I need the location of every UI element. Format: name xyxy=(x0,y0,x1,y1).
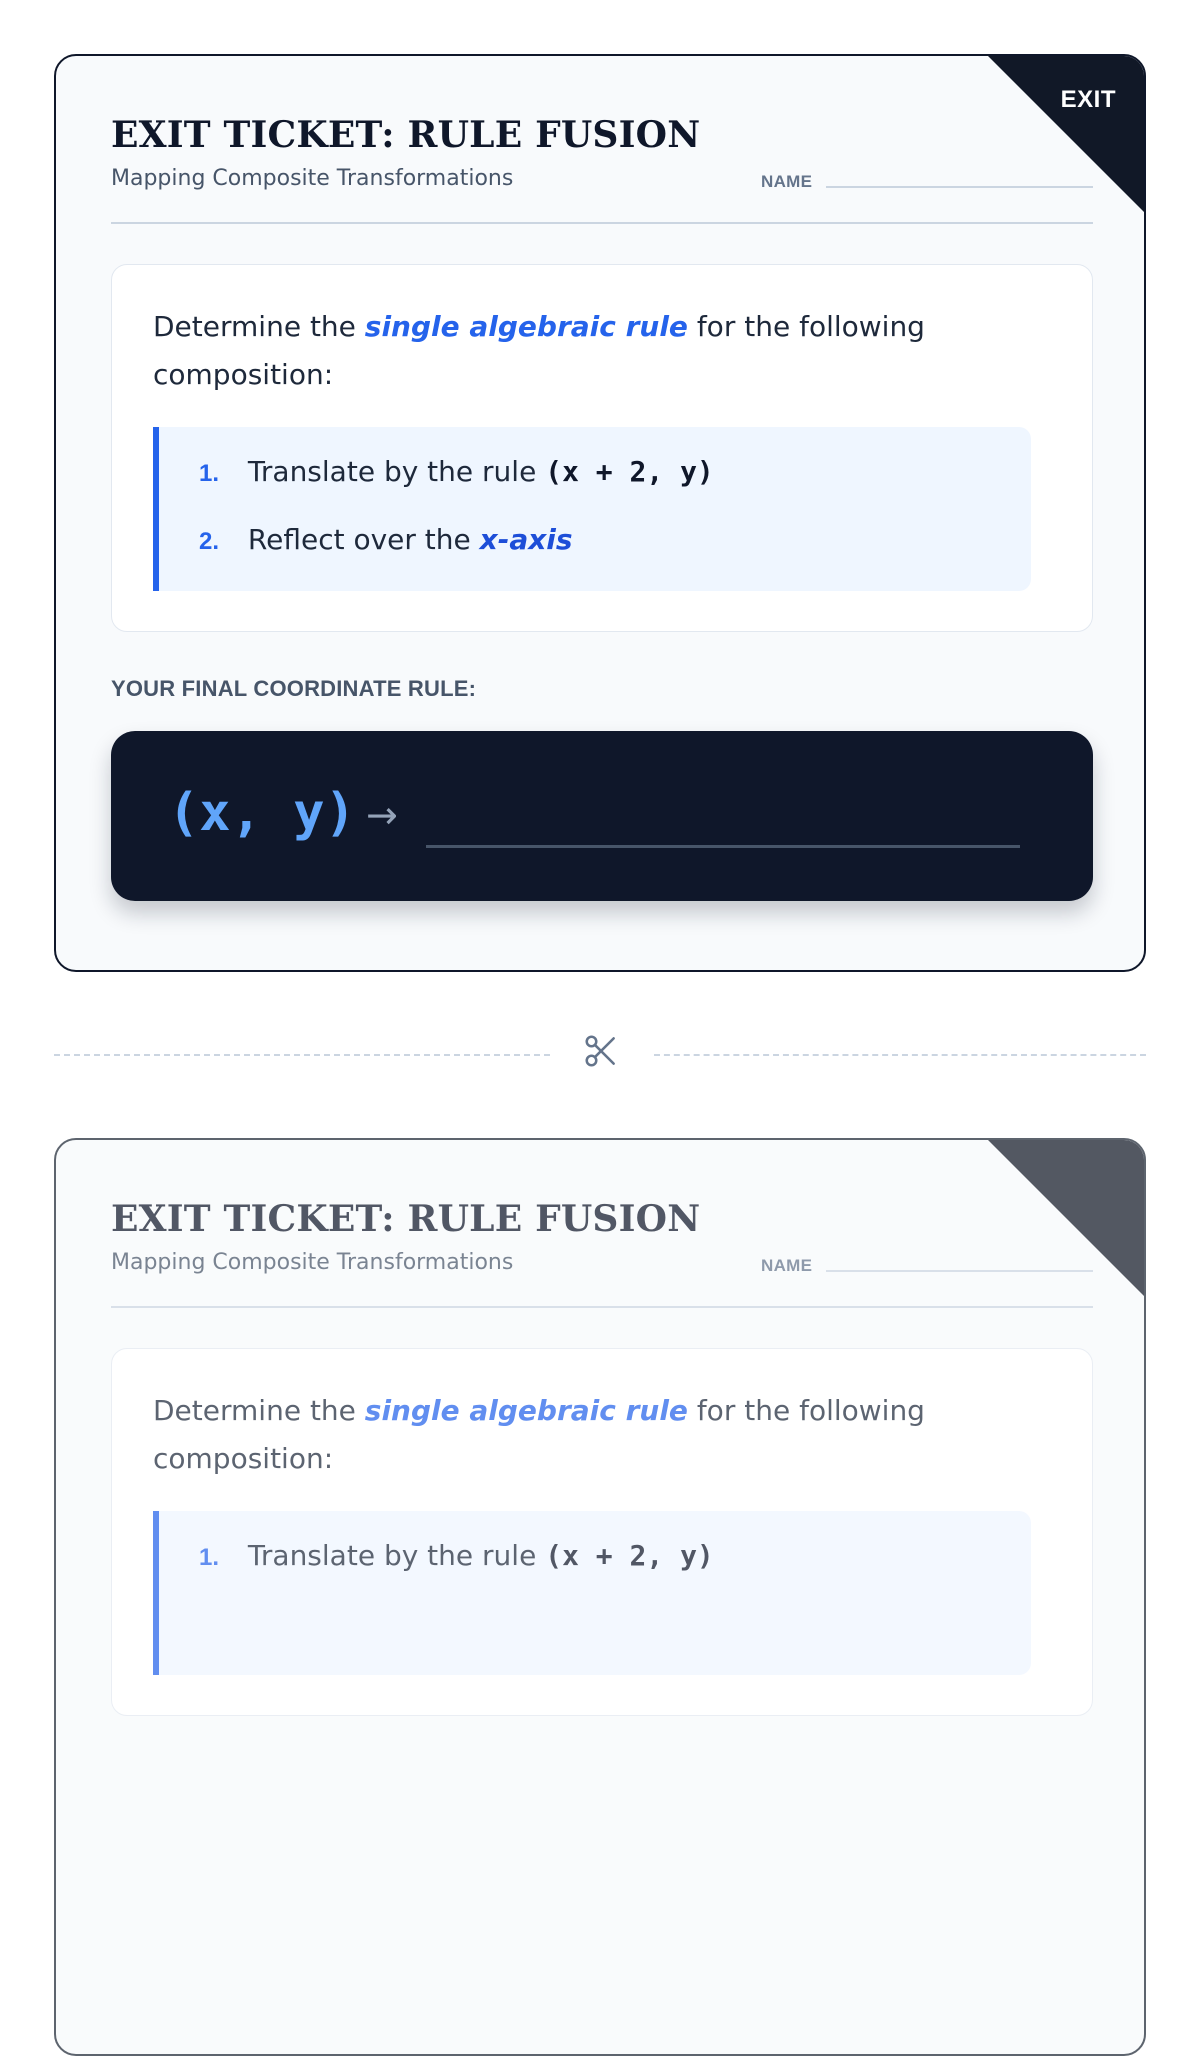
header-divider xyxy=(111,1306,1093,1308)
step-code: (x + 2, y) xyxy=(545,455,714,488)
question-card xyxy=(111,1348,1093,1716)
prompt-text-before: Determine the xyxy=(153,1394,356,1427)
step-number: 2. xyxy=(199,528,220,555)
question-prompt xyxy=(153,303,1053,399)
ticket-title: EXIT TICKET: RULE FUSION xyxy=(111,114,701,156)
prompt-text-after: for the following composition: xyxy=(153,1394,925,1475)
step-text: Translate by the rule xyxy=(247,455,537,488)
answer-label: YOUR FINAL COORDINATE RULE: xyxy=(111,676,477,701)
steps-list xyxy=(153,1511,1031,1675)
name-field[interactable] xyxy=(826,1270,1093,1272)
step-number: 1. xyxy=(199,1544,220,1571)
arrow-icon: → xyxy=(366,793,398,837)
answer-input-line[interactable] xyxy=(426,845,1020,848)
step-emphasis: x-axis xyxy=(479,523,573,556)
answer-box xyxy=(111,731,1093,901)
name-label: NAME xyxy=(761,172,813,191)
ticket-subtitle: Mapping Composite Transformations xyxy=(111,1250,514,1275)
cut-line-right xyxy=(654,1054,1146,1056)
corner-tab xyxy=(988,1140,1144,1296)
exit-ticket-card-duplicate xyxy=(54,1138,1146,2056)
prompt-emphasis: single algebraic rule xyxy=(364,310,688,343)
exit-corner-label: EXIT xyxy=(1060,86,1116,113)
cut-line-left xyxy=(54,1054,550,1056)
scissors-icon xyxy=(582,1032,620,1070)
step-item xyxy=(199,455,714,488)
name-label: NAME xyxy=(761,1256,813,1275)
step-item xyxy=(199,1539,714,1572)
ticket-subtitle: Mapping Composite Transformations xyxy=(111,166,514,191)
exit-ticket-card xyxy=(54,54,1146,972)
ticket-title: EXIT TICKET: RULE FUSION xyxy=(111,1198,701,1240)
question-prompt xyxy=(153,1387,1053,1483)
prompt-emphasis: single algebraic rule xyxy=(364,1394,688,1427)
answer-prefix: (x, y) xyxy=(168,783,356,843)
question-card xyxy=(111,264,1093,632)
prompt-text-after: for the following composition: xyxy=(153,310,925,391)
step-number: 1. xyxy=(199,460,220,487)
step-code: (x + 2, y) xyxy=(545,1539,714,1572)
steps-list xyxy=(153,427,1031,591)
header-divider xyxy=(111,222,1093,224)
corner-tab xyxy=(988,56,1144,212)
step-text: Translate by the rule xyxy=(247,1539,537,1572)
prompt-text-before: Determine the xyxy=(153,310,356,343)
step-item xyxy=(199,523,573,556)
step-text: Reflect over the xyxy=(247,523,471,556)
name-field[interactable] xyxy=(826,186,1093,188)
